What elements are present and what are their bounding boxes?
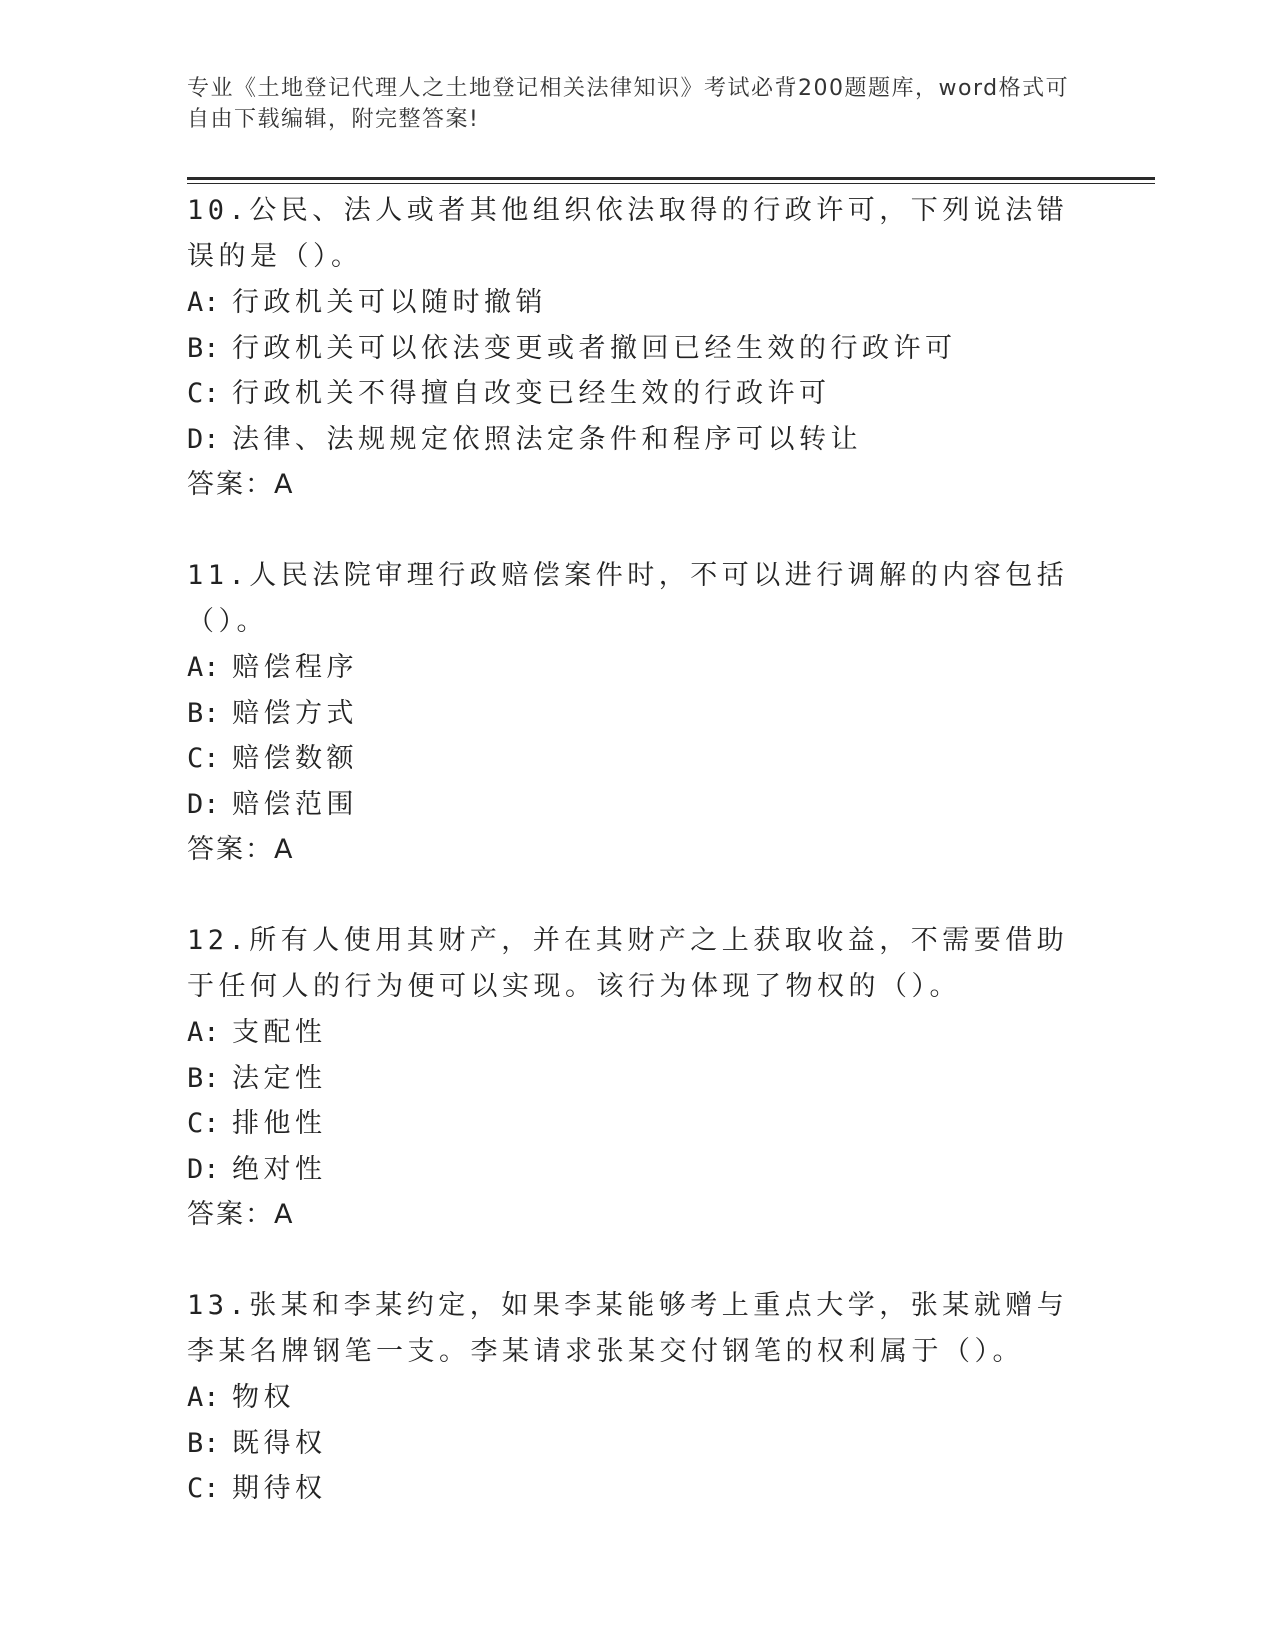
option-letter: A: [187, 1017, 220, 1048]
option-a [187, 280, 1087, 326]
question-stem: 12.所有人使用其财产，并在其财产之上获取收益，不需要借助于任何人的行为便可以实现。该行为体现了物权的（）。 [187, 925, 1069, 1002]
option-text: 期待权 [232, 1473, 327, 1504]
question-11 [187, 553, 1087, 873]
option-text: 物权 [232, 1382, 295, 1413]
option-text: 行政机关不得擅自改变已经生效的行政许可 [232, 378, 831, 409]
option-text: 行政机关可以依法变更或者撤回已经生效的行政许可 [232, 332, 957, 364]
answer-line: 答案：A [187, 1199, 295, 1230]
option-c [187, 371, 1087, 417]
option-a [187, 1375, 1087, 1421]
option-letter: D: [187, 423, 220, 455]
option-d [187, 782, 1087, 828]
option-c [187, 736, 1087, 782]
option-letter: B: [187, 1427, 220, 1459]
option-c [187, 1466, 1087, 1512]
option-text: 排他性 [232, 1108, 327, 1139]
option-text: 支配性 [232, 1017, 327, 1048]
option-text: 赔偿程序 [232, 652, 358, 683]
option-b [187, 1056, 1087, 1102]
option-letter: B: [187, 697, 220, 729]
option-letter: D: [187, 788, 220, 820]
document-header: 专业《土地登记代理人之土地登记相关法律知识》考试必背200题题库，word格式可自由下载编辑，附完整答案! [187, 76, 1070, 132]
question-list [187, 188, 1087, 1557]
option-letter: A: [187, 287, 220, 318]
question-10 [187, 188, 1087, 508]
option-a [187, 645, 1087, 691]
option-letter: C: [187, 1473, 220, 1504]
option-letter: B: [187, 1062, 220, 1094]
option-text: 赔偿数额 [232, 743, 358, 774]
option-c [187, 1101, 1087, 1147]
option-letter: C: [187, 1108, 220, 1139]
question-stem: 11.人民法院审理行政赔偿案件时，不可以进行调解的内容包括（）。 [187, 560, 1069, 637]
question-12 [187, 918, 1087, 1238]
option-text: 法定性 [232, 1062, 327, 1094]
option-letter: B: [187, 332, 220, 364]
header-divider-thick [187, 177, 1155, 180]
question-stem: 13.张某和李某约定，如果李某能够考上重点大学，张某就赠与李某名牌钢笔一支。李某请求张某交付钢笔的权利属于（）。 [187, 1290, 1069, 1367]
answer-line: 答案：A [187, 834, 295, 865]
option-b [187, 1421, 1087, 1467]
option-letter: A: [187, 652, 220, 683]
option-a [187, 1010, 1087, 1056]
option-letter: C: [187, 743, 220, 774]
option-letter: D: [187, 1153, 220, 1185]
question-13 [187, 1283, 1087, 1512]
option-letter: A: [187, 1382, 220, 1413]
header-divider-thin [187, 183, 1155, 184]
option-b [187, 326, 1087, 372]
option-text: 赔偿范围 [232, 788, 358, 820]
option-d [187, 1147, 1087, 1193]
option-text: 行政机关可以随时撤销 [232, 287, 547, 318]
option-d [187, 417, 1087, 463]
option-b [187, 691, 1087, 737]
option-text: 绝对性 [232, 1153, 327, 1185]
option-letter: C: [187, 378, 220, 409]
option-text: 赔偿方式 [232, 697, 358, 729]
question-stem: 10.公民、法人或者其他组织依法取得的行政许可，下列说法错误的是（）。 [187, 195, 1069, 272]
answer-line: 答案：A [187, 469, 295, 500]
option-text: 法律、法规规定依照法定条件和程序可以转让 [232, 423, 862, 455]
option-text: 既得权 [232, 1427, 327, 1459]
